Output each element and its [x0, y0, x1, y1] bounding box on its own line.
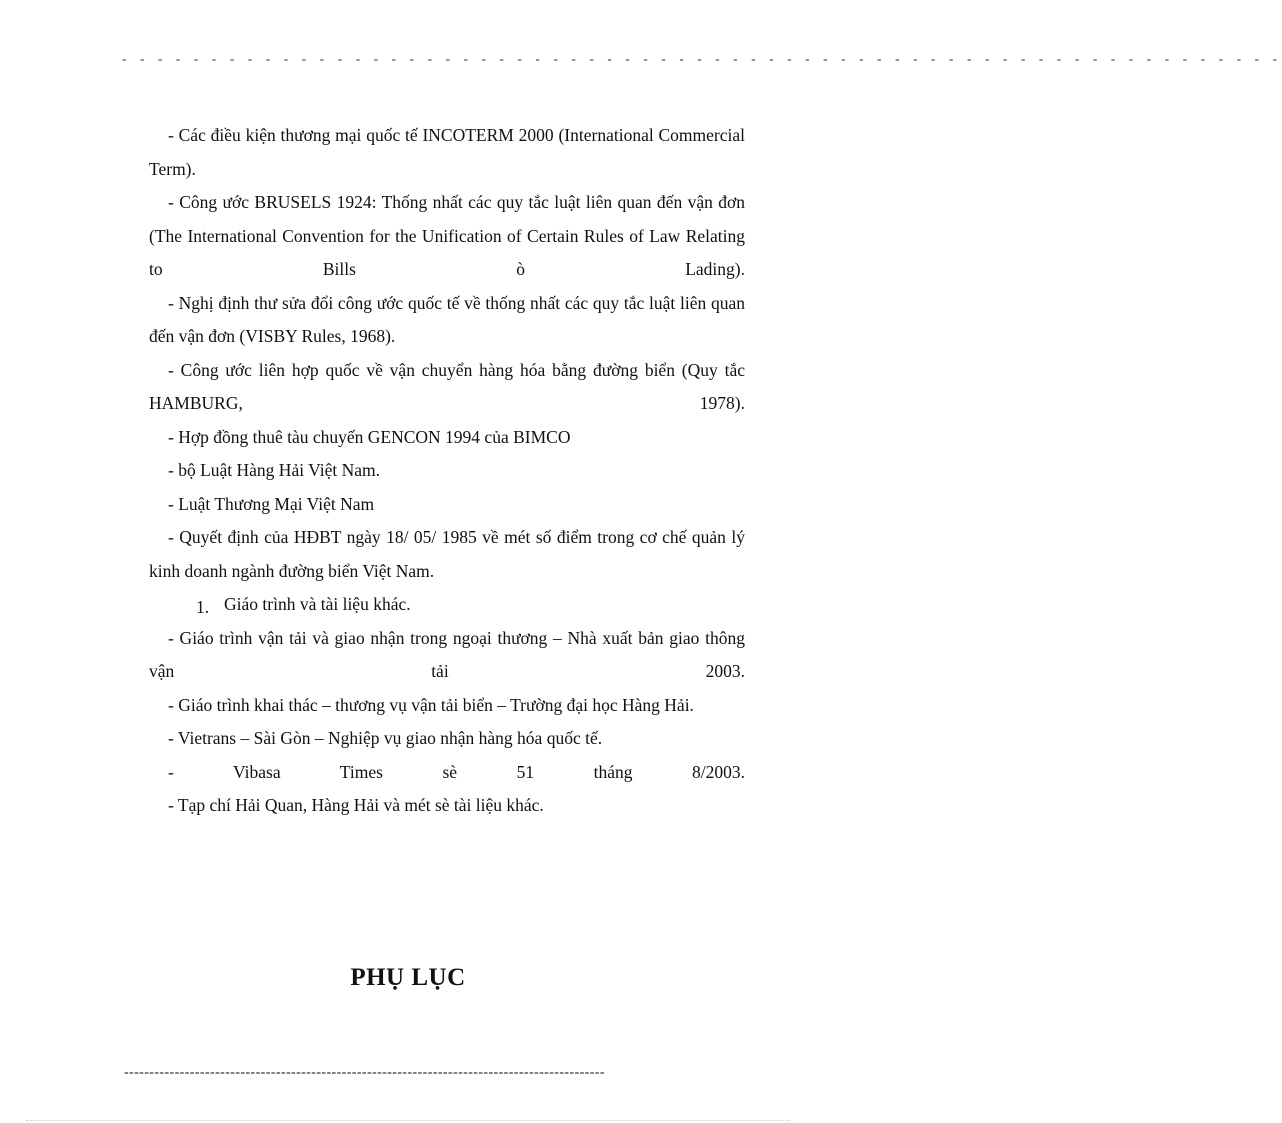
- reference-item-vibasa-times: - Vibasa Times sè 51 tháng 8/2003.: [168, 761, 745, 782]
- reference-item-brusels: - Công ước BRUSELS 1924: Thống nhất các quy tắc luật liên quan đến vận đơn (The International Convention for the Unification of Certain Rules of Law Relating to Bills ò Lading).: [149, 192, 745, 279]
- section-heading-other-materials: [149, 588, 745, 622]
- reference-item-visby: - Nghị định thư sửa đổi công ước quốc tế về thống nhất các quy tắc luật liên quan đến vận đơn (VISBY Rules, 1968).: [149, 292, 745, 346]
- references-list: [149, 119, 745, 823]
- page-edge-divider: [26, 1120, 790, 1121]
- reference-item-hamburg: - Công ước liên hợp quốc về vận chuyển hàng hóa bằng đường biển (Quy tắc HAMBURG, 1978).: [149, 359, 745, 413]
- reference-item-incoterm: - Các điều kiện thương mại quốc tế INCOTERM 2000 (International Commercial Term).: [149, 125, 745, 179]
- appendix-title: PHỤ LỤC: [350, 964, 466, 991]
- reference-item-shipping-textbook: - Giáo trình khai thác – thương vụ vận tải biển – Trường đại học Hàng Hải.: [168, 694, 694, 715]
- reference-item-hdbt-decision: - Quyết định của HĐBT ngày 18/ 05/ 1985 về mét số điểm trong cơ chế quản lý kinh doanh ngành đường biển Việt Nam.: [149, 527, 745, 581]
- section-number: 1.: [196, 597, 210, 617]
- reference-item-maritime-code: - bộ Luật Hàng Hải Việt Nam.: [168, 460, 380, 480]
- reference-item-vietrans: - Vietrans – Sài Gòn – Nghiệp vụ giao nhận hàng hóa quốc tế.: [168, 728, 603, 748]
- reference-item-transport-textbook: - Giáo trình vận tải và giao nhận trong ngoại thương – Nhà xuất bản giao thông vận tải 2003.: [149, 627, 745, 681]
- footer-dashed-rule: -----------------------------------------------------------------------------------------------: [124, 1065, 605, 1080]
- reference-item-customs-journal: - Tạp chí Hải Quan, Hàng Hải và mét sè tài liệu khác.: [168, 795, 544, 815]
- reference-item-commercial-law: - Luật Thương Mại Việt Nam: [168, 493, 375, 514]
- reference-item-gencon: - Hợp đồng thuê tàu chuyến GENCON 1994 của BIMCO: [168, 426, 571, 447]
- section-title: Giáo trình và tài liệu khác.: [224, 594, 411, 614]
- header-dashed-rule: - - - - - - - - - - - - - - - - - - - - - - - - - - - - - - - - - - - - - - - - - - - - - - - - - - - - - - - - - - - - - - - - -: [122, 51, 1282, 66]
